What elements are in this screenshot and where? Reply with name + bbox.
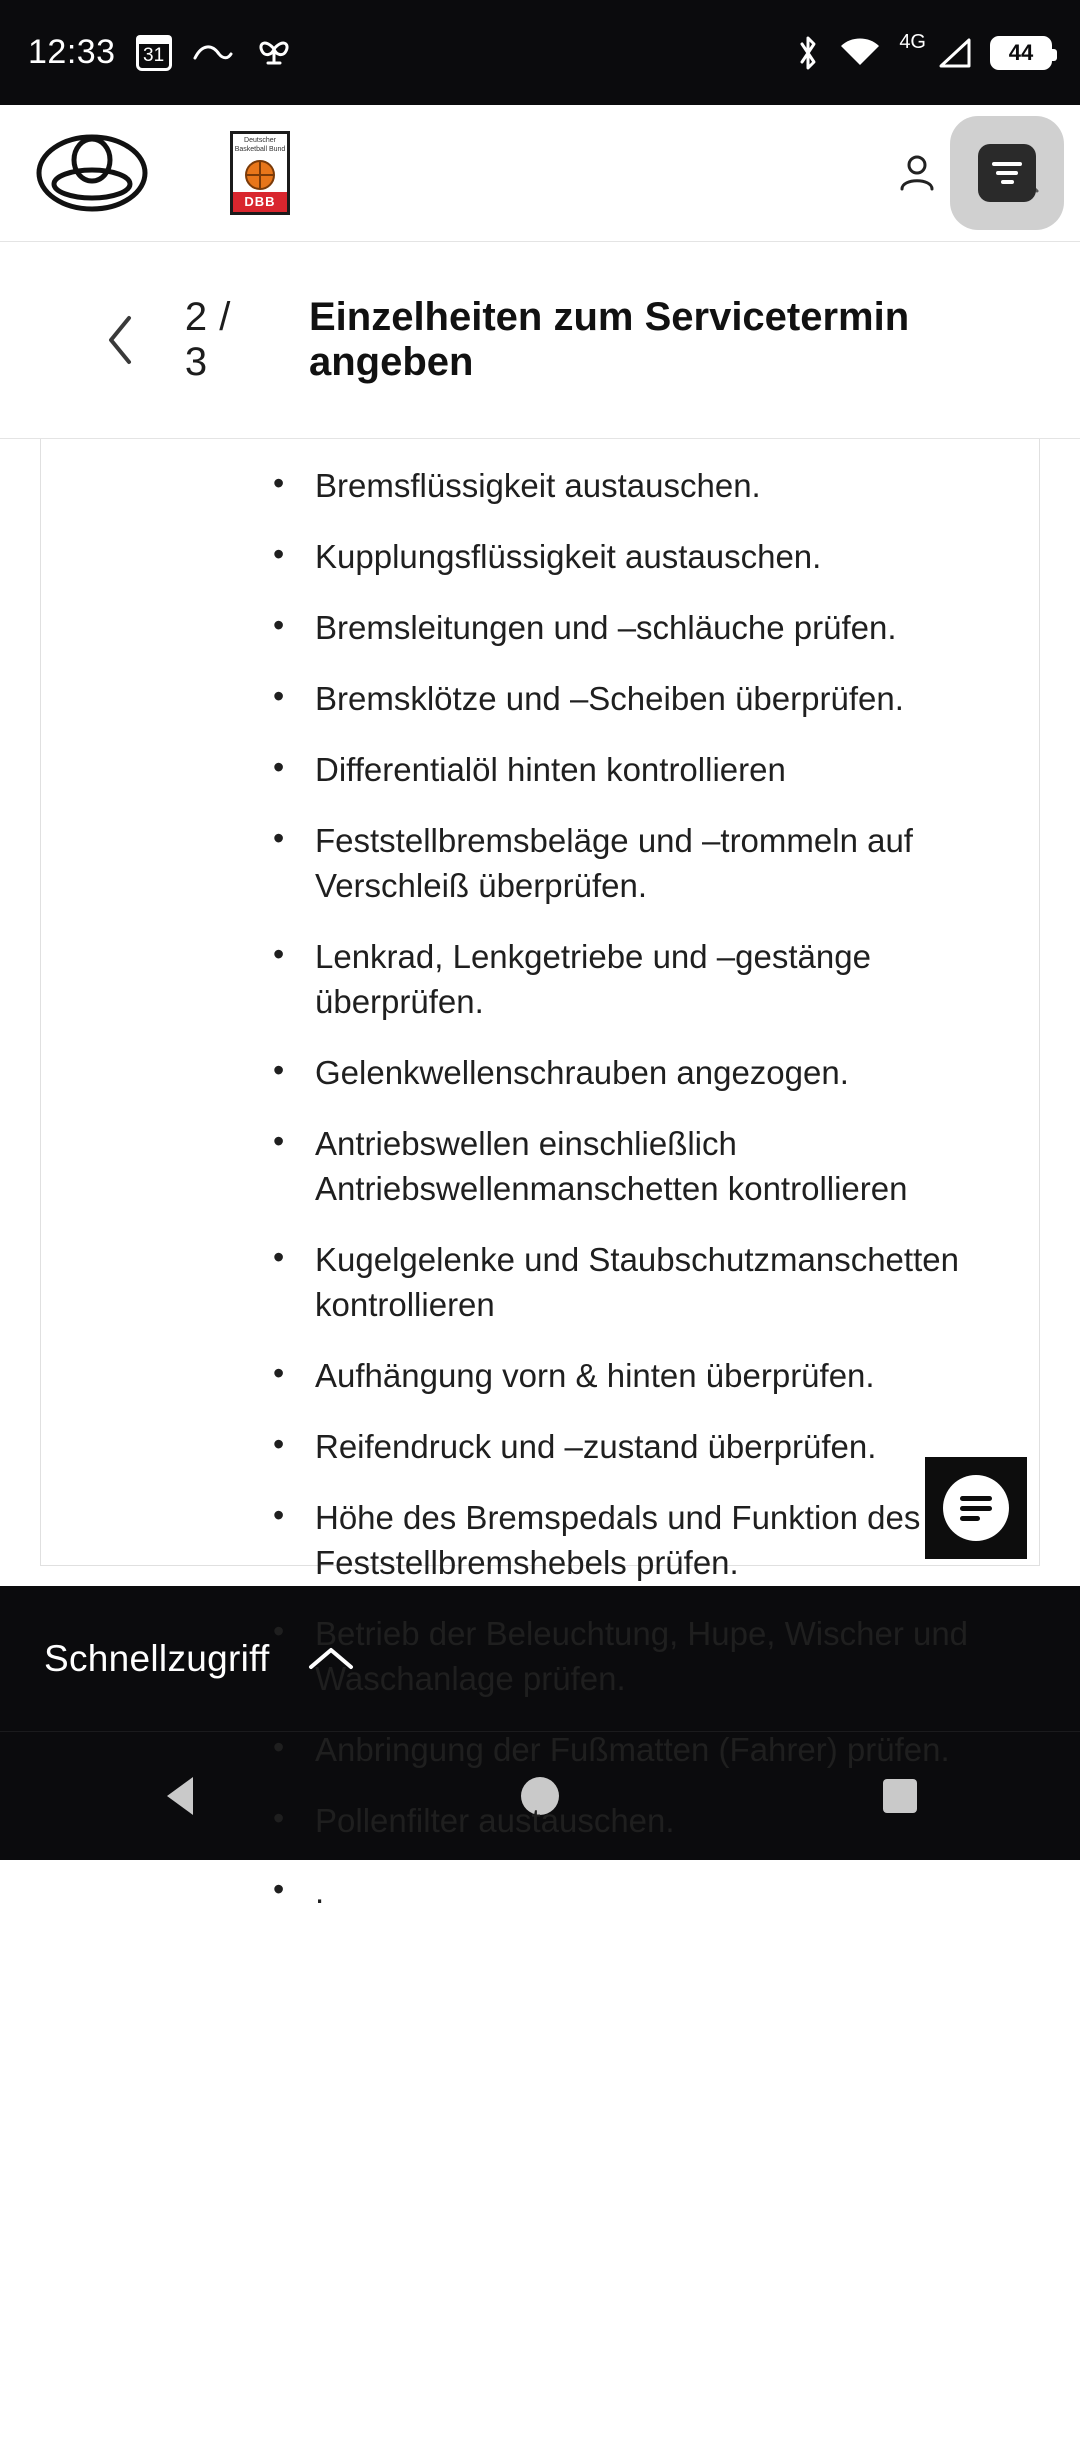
status-bar-right (795, 31, 1052, 71)
list-item: • Lenkrad, Lenkgetriebe und –gestänge überprüfen. (273, 934, 973, 1024)
list-item: • Differentialöl hinten kontrollieren (273, 747, 973, 792)
chat-bubble-circle (943, 1475, 1009, 1541)
menu-line-2 (996, 171, 1018, 175)
step-header (0, 242, 1080, 439)
dbb-logo-text: DBB (233, 192, 287, 212)
list-item: • Feststellbremsbeläge und –trommeln auf Verschleiß überprüfen. (273, 818, 973, 908)
dbb-logo-caption: Deutscher Basketball Bund (233, 134, 287, 162)
calendar-day: 31 (143, 45, 165, 66)
page-title: Einzelheiten zum Servicetermin angeben (308, 295, 910, 384)
hamburger-menu-inner (978, 144, 1036, 202)
list-item: • Bremsklötze und –Scheiben überprüfen. (273, 676, 973, 721)
list-item: • Gelenkwellenschrauben angezogen. (273, 1050, 973, 1095)
signal-icon (936, 37, 972, 69)
list-item: • Pollenfilter austauschen. (273, 1798, 973, 1843)
list-item: • Kupplungsflüssigkeit austauschen. (273, 534, 973, 579)
calendar-icon (136, 35, 172, 71)
network-type-label: 4G (899, 31, 926, 53)
list-item: • . (273, 1869, 973, 1914)
chat-bubble-icon[interactable] (925, 1457, 1027, 1559)
chat-line-2 (960, 1506, 992, 1511)
status-time: 12:33 (28, 33, 116, 71)
battery-icon (990, 36, 1052, 70)
list-item: • Betrieb der Beleuchtung, Hupe, Wischer und Waschanlage prüfen. (273, 1611, 973, 1701)
quick-access-label: Schnellzugriff (44, 1637, 270, 1679)
list-item: • Bremsleitungen und –schläuche prüfen. (273, 605, 973, 650)
chat-line-1 (960, 1496, 992, 1501)
person-icon[interactable] (892, 148, 942, 198)
list-item: • Aufhängung vorn & hinten überprüfen. (273, 1353, 973, 1398)
bluetooth-icon (795, 35, 821, 71)
hamburger-menu-icon[interactable] (950, 116, 1064, 230)
list-item: • Höhe des Bremspedals und Funktion des Feststellbremshebels prüfen. (273, 1495, 973, 1585)
battery-level: 44 (1008, 39, 1034, 65)
chevron-left-icon[interactable] (92, 310, 149, 370)
chat-bubble-lines (960, 1496, 992, 1521)
toyota-logo[interactable] (36, 134, 148, 212)
basketball-icon (245, 160, 275, 190)
curve-icon (192, 38, 234, 68)
fitness-icon (254, 29, 294, 77)
chat-line-3 (960, 1516, 980, 1521)
status-bar (0, 0, 1080, 105)
list-item: • Anbringung der Fußmatten (Fahrer) prüfen. (273, 1727, 973, 1772)
dbb-logo[interactable] (230, 131, 290, 215)
list-item: • Antriebswellen einschließlich Antriebswellenmanschetten kontrollieren (273, 1121, 973, 1211)
status-bar-left (28, 29, 294, 77)
list-item: • Reifendruck und –zustand überprüfen. (273, 1424, 973, 1469)
wifi-icon (839, 37, 881, 69)
service-checklist (41, 439, 1039, 1914)
menu-line-3 (1001, 180, 1014, 184)
app-header (0, 105, 1080, 242)
list-item: • Kugelgelenke und Staubschutzmanschetten kontrollieren (273, 1237, 973, 1327)
step-counter: 2 / 3 (184, 295, 231, 384)
menu-line-1 (992, 162, 1022, 166)
list-item: • Bremsflüssigkeit austauschen. (273, 463, 973, 508)
